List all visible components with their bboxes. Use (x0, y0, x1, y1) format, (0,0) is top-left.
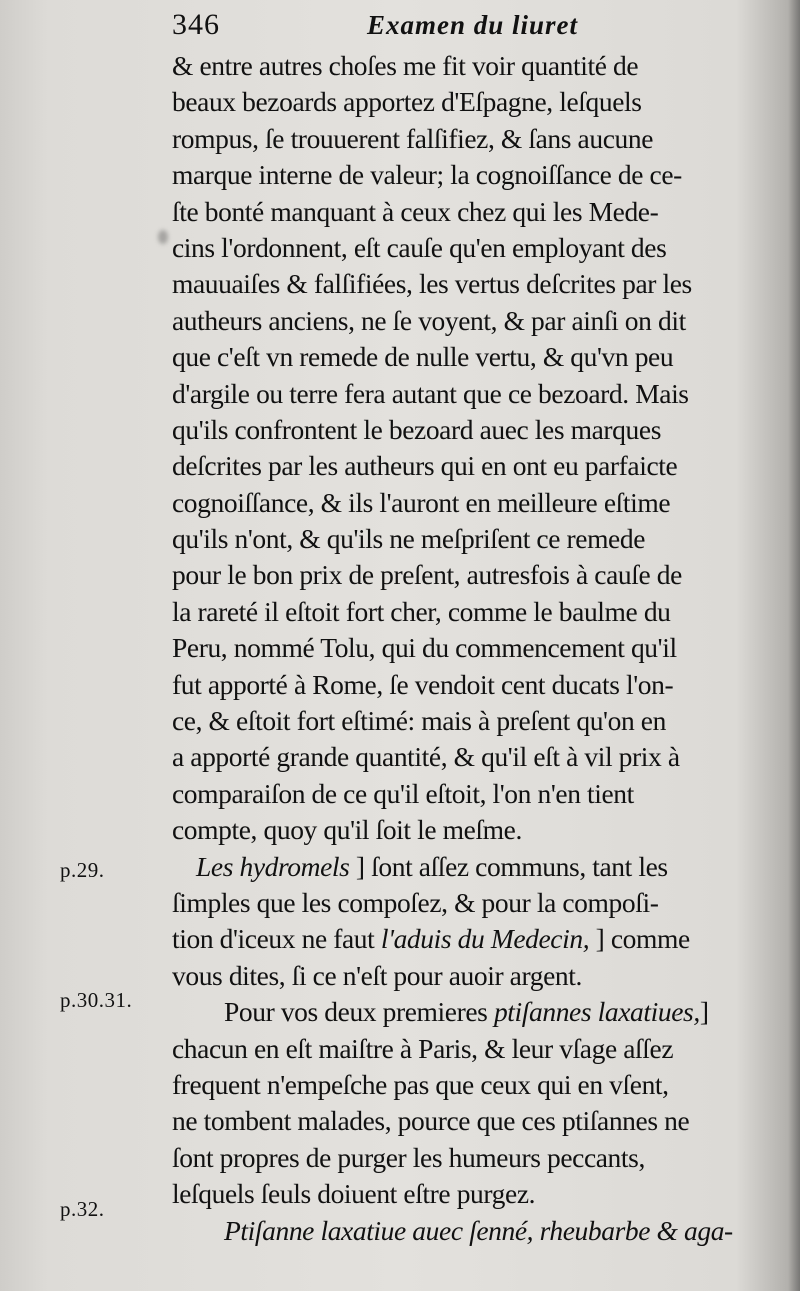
page-number: 346 (172, 8, 220, 41)
section-heading: Ptiſanne laxatiue auec ſenné, (224, 1214, 534, 1246)
text-line: Peru, nommé Tolu, qui du commencement qu'il (172, 632, 677, 664)
running-head: Examen du liuret (367, 10, 579, 40)
margin-note: p.32. (60, 1197, 105, 1221)
margin-note: p.30.31. (60, 988, 133, 1012)
text-line: pour le bon prix de preſent, autresfois à cauſe de (172, 559, 682, 591)
text-segment: ] ſont aſſez communs, tant les (349, 850, 668, 882)
text-line: leſquels ſeuls doiuent eſtre purgez. (172, 1178, 536, 1210)
section-heading-cont: rheubarbe & aga- (533, 1214, 733, 1246)
text-line: frequent n'empeſche pas que ceux qui en vſent, (172, 1068, 669, 1100)
paragraph-hydromels-line (172, 921, 762, 957)
text-line: ce, & eſtoit fort eſtimé: mais à preſent qu'on en (172, 705, 666, 737)
text-line: compte, quoy qu'il ſoit le meſme. (172, 814, 522, 846)
body-text (172, 48, 762, 1249)
ink-smudge (158, 230, 168, 244)
text-line: ſont propres de purger les humeurs peccants, (172, 1141, 645, 1173)
text-segment: Pour vos deux premieres (224, 996, 494, 1028)
text-line: que c'eſt vn remede de nulle vertu, & qu'vn peu (172, 341, 674, 373)
quoted-term: ptiſannes laxatiues, (493, 996, 700, 1028)
margin-note: p.29. (60, 858, 105, 882)
paragraph-ptisannes-line (172, 994, 762, 1030)
page-header (172, 8, 632, 46)
text-line: ne tombent malades, pource que ces ptiſannes ne (172, 1105, 690, 1137)
text-line: deſcrites par les autheurs qui en ont eu parfaicte (172, 450, 678, 482)
text-segment: tion d'iceux ne faut (172, 923, 381, 955)
text-line: fut apporté à Rome, ſe vendoit cent ducats l'on- (172, 668, 674, 700)
paragraph-hydromels-line (172, 849, 762, 885)
text-line: mauuaiſes & falſifiées, les vertus deſcrites par les (172, 268, 692, 300)
section-heading-line (172, 1213, 762, 1249)
text-line: marque interne de valeur; la cognoiſſance de ce- (172, 159, 682, 191)
text-line: beaux bezoards apportez d'Eſpagne, leſquels (172, 86, 642, 118)
text-line: a apporté grande quantité, & qu'il eſt à vil prix à (172, 741, 680, 773)
text-line: qu'ils confrontent le bezoard auec les marques (172, 413, 661, 445)
text-segment: ] (699, 996, 709, 1028)
page-edge-shadow (788, 0, 800, 1291)
text-line: la rareté il eſtoit fort cher, comme le baulme du (172, 595, 671, 627)
text-line: qu'ils n'ont, & qu'ils ne meſpriſent ce remede (172, 523, 646, 555)
quoted-term: l'aduis du Medecin, (380, 923, 590, 955)
text-line: vous dites, ſi ce n'eſt pour auoir argent. (172, 959, 582, 991)
text-line: ſimples que les compoſez, & pour la compoſi- (172, 886, 659, 918)
text-line: cognoiſſance, & ils l'auront en meilleure eſtime (172, 486, 671, 518)
text-line: cins l'ordonnent, eſt cauſe qu'en employant des (172, 231, 667, 263)
quoted-term: Les hydromels (196, 850, 350, 882)
text-line: autheurs anciens, ne ſe voyent, & par ainſi on dit (172, 304, 686, 336)
text-line: ſte bonté manquant à ceux chez qui les Mede- (172, 195, 659, 227)
text-line: chacun en eſt maiſtre à Paris, & leur vſage aſſez (172, 1032, 674, 1064)
text-segment: ] comme (589, 923, 690, 955)
text-line: comparaiſon de ce qu'il eſtoit, l'on n'en tient (172, 777, 634, 809)
text-line: rompus, ſe trouuerent falſifiez, & ſans aucune (172, 122, 654, 154)
text-line: & entre autres choſes me fit voir quantité de (172, 50, 639, 81)
text-line: d'argile ou terre fera autant que ce bezoard. Mais (172, 377, 689, 409)
